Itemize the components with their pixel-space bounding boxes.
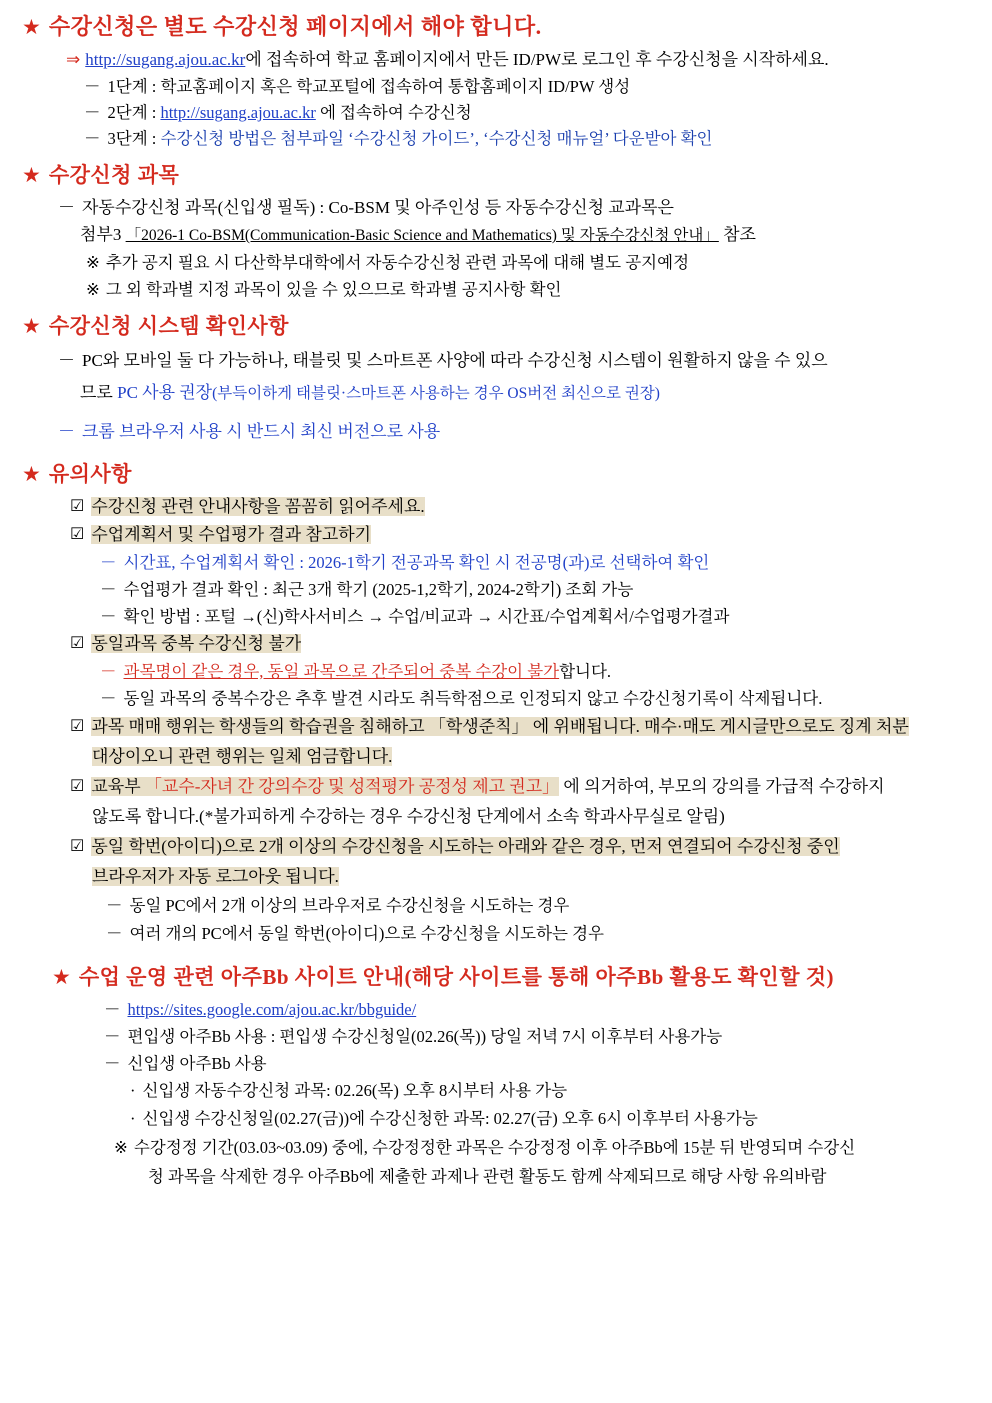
ajoubb-guide-link[interactable]: https://sites.google.com/ajou.ac.kr/bbguide/ [127, 1000, 417, 1019]
sugang-link[interactable]: http://sugang.ajou.ac.kr [85, 50, 246, 69]
duplicate-sub-list [100, 658, 968, 712]
section-course-registration-page [22, 14, 968, 152]
reference-mark-icon: ※ [114, 1138, 128, 1157]
caution-item-read-guide [70, 493, 968, 521]
ajoubb-freshman-sub-list [130, 1077, 968, 1133]
section-heading [22, 461, 968, 487]
ajoubb-freshman-text: 신입생 아주Bb 사용 [127, 1054, 267, 1073]
syllabus-sub-1 [100, 549, 968, 576]
system-check-item-2-text: 크롬 브라우저 사용 시 반드시 최신 버전으로 사용 [82, 422, 441, 441]
caution-item-course-trading [70, 712, 968, 742]
system-check-item-1 [58, 345, 968, 410]
section-system-check [22, 313, 968, 445]
star-icon: ★ [22, 15, 41, 39]
reference-mark-icon: ※ [86, 253, 100, 272]
professor-child-reference: 「교수-자녀 간 강의수강 및 성적평가 공정성 제고 권고」 [144, 777, 560, 796]
step-3 [84, 126, 968, 152]
dash-icon: － [84, 77, 101, 96]
same-id-line1: 동일 학번(아이디)으로 2개 이상의 수강신청을 시도하는 아래와 같은 경우, 먼저 연결되어 수강신청 중인 [91, 837, 840, 856]
auto-registration-text: 자동수강신청 과목(신입생 필독) : Co-BSM 및 아주인성 등 자동수강신청 교과목은 [82, 198, 674, 217]
step-2 [84, 100, 968, 126]
attachment-reference-title: 「2026-1 Co-BSM(Communication-Basic Science and Mathematics) 및 자동수강신청 안내」 [125, 227, 719, 244]
caution-read-guide-text: 수강신청 관련 안내사항을 꼼꼼히 읽어주세요. [91, 497, 425, 516]
dash-icon: － [104, 1000, 121, 1019]
sugang-link-rest: 에 접속하여 학교 홈페이지에서 만든 ID/PW로 로그인 후 수강신청을 시작하세요. [245, 50, 829, 69]
same-id-sub-list [106, 892, 968, 948]
step-1-text: 학교홈페이지 혹은 학교포털에 접속하여 통합홈페이지 ID/PW 생성 [160, 77, 631, 96]
syllabus-sub-2-text: 수업평가 결과 확인 : 최근 3개 학기 (2025-1,2학기, 2024-2학기) 조회 가능 [123, 580, 634, 599]
pc-recommend-prefix: 므로 [80, 383, 118, 402]
pc-recommend-suffix: (부득이하게 태블릿·스마트폰 사용하는 경우 OS버전 최신으로 권장) [212, 385, 660, 402]
dash-icon: － [84, 129, 101, 148]
caution-syllabus-text: 수업계획서 및 수업평가 결과 참고하기 [91, 525, 372, 544]
dash-icon: － [100, 580, 117, 599]
dash-icon: － [100, 553, 117, 572]
professor-child-line2: 않도록 합니다.(*불가피하게 수강하는 경우 수강신청 단계에서 소속 학과사무실로 알림) [92, 807, 725, 826]
same-id-sub-2-text: 여러 개의 PC에서 동일 학번(아이디)으로 수강신청을 시도하는 경우 [129, 924, 604, 943]
step-2-label: 2단계 : [107, 103, 161, 122]
star-icon: ★ [22, 314, 41, 338]
pc-recommend-highlight: PC 사용 권장 [117, 383, 213, 402]
ajoubb-correction-note-line1: 수강정정 기간(03.03~03.09) 중에, 수강정정한 과목은 수강정정 이후 아주Bb에 15분 뒤 반영되며 수강신 [133, 1138, 856, 1157]
dash-icon: － [84, 103, 101, 122]
note-extra-announcement-text: 추가 공지 필요 시 다산학부대학에서 자동수강신청 관련 과목에 대해 별도 공지예정 [105, 253, 690, 272]
ajoubb-freshman-row [104, 1050, 968, 1077]
section-cautions [22, 461, 968, 948]
same-id-sub-2 [106, 920, 968, 948]
dash-icon: － [100, 689, 117, 708]
ajoubb-link-row [104, 996, 968, 1023]
star-icon: ★ [52, 965, 71, 989]
dash-icon: － [100, 662, 117, 681]
step-3-text: 수강신청 방법은 첨부파일 ‘수강신청 가이드’, ‘수강신청 매뉴얼’ 다운받아 확인 [160, 129, 713, 148]
dash-icon: － [106, 924, 123, 943]
section-heading [22, 313, 968, 339]
attachment-suffix: 참조 [718, 225, 756, 244]
checkbox-icon: ☑ [70, 635, 85, 652]
dash-icon: － [58, 351, 75, 370]
system-check-item-1-line1: PC와 모바일 둘 다 가능하나, 태블릿 및 스마트폰 사양에 따라 수강신청 시스템이 원활하지 않을 수 있으 [82, 351, 828, 370]
ajoubb-freshman-sub-2-text: 신입생 수강신청일(02.27(금))에 수강신청한 과목: 02.27(금) 오후 6시 이후부터 사용가능 [142, 1109, 758, 1128]
section-heading-text: 수강신청 과목 [48, 163, 180, 187]
syllabus-sub-3 [100, 603, 968, 630]
ajoubb-transfer-text: 편입생 아주Bb 사용 : 편입생 수강신청일(02.26(목)) 당일 저녁 7시 이후부터 사용가능 [127, 1027, 723, 1046]
section-ajoubb [22, 964, 968, 1191]
same-id-line2-wrap [92, 862, 968, 892]
step-3-label: 3단계 : [107, 129, 161, 148]
step-2-link[interactable]: http://sugang.ajou.ac.kr [160, 103, 316, 122]
checkbox-icon: ☑ [70, 526, 85, 543]
checkbox-icon: ☑ [70, 778, 85, 795]
duplicate-sub-2 [100, 685, 968, 712]
section-heading [22, 162, 968, 188]
dot-icon: · [130, 1081, 136, 1100]
duplicate-sub-2-text: 동일 과목의 중복수강은 추후 발견 시라도 취득학점으로 인정되지 않고 수강신청기록이 삭제됩니다. [123, 689, 823, 708]
dot-icon: · [130, 1109, 136, 1128]
ajoubb-freshman-sub-2 [130, 1105, 968, 1133]
section-heading-text: 유의사항 [48, 462, 132, 486]
ajoubb-transfer-row [104, 1023, 968, 1050]
step-1 [84, 74, 968, 100]
duplicate-sub-1-tail: 합니다. [559, 662, 612, 681]
caution-item-syllabus [70, 521, 968, 549]
ajoubb-correction-note-line2: 청 과목을 삭제한 경우 아주Bb에 제출한 과제나 관련 활동도 함께 삭제되므로 해당 사항 유의바람 [147, 1167, 827, 1186]
attachment-prefix: 첨부3 [80, 225, 126, 244]
note-department-courses [86, 276, 968, 303]
checkbox-icon: ☑ [70, 838, 85, 855]
dash-icon: － [104, 1054, 121, 1073]
section-heading-text: 수업 운영 관련 아주Bb 사이트 안내(해당 사이트를 통해 아주Bb 활용도 확인할 것) [78, 965, 835, 989]
course-trading-line2-wrap [92, 742, 968, 772]
duplicate-sub-1-red: 과목명이 같은 경우, 동일 과목으로 간주되어 중복 수강이 불가 [123, 662, 560, 681]
same-id-sub-1 [106, 892, 968, 920]
course-trading-line1: 과목 매매 행위는 학생들의 학습권을 침해하고 「학생준칙」 에 위배됩니다. 매수·매도 게시글만으로도 징계 처분 [91, 717, 909, 736]
section-heading [22, 14, 968, 40]
dash-icon: － [104, 1027, 121, 1046]
caution-item-duplicate [70, 630, 968, 658]
syllabus-sub-2 [100, 576, 968, 603]
auto-registration-line [58, 194, 968, 249]
dash-icon: － [58, 422, 75, 441]
system-check-item-1-line2 [80, 377, 968, 410]
star-icon: ★ [22, 163, 41, 187]
caution-duplicate-text: 동일과목 중복 수강신청 불가 [91, 634, 302, 653]
star-icon: ★ [22, 462, 41, 486]
syllabus-sub-3-text: 확인 방법 : 포털 →(신)학사서비스 → 수업/비교과 → 시간표/수업계획서/수업평가결과 [123, 607, 730, 626]
professor-child-prefix: 교육부 [91, 777, 145, 796]
professor-child-suffix: 에 의거하여, 부모의 강의를 가급적 수강하지 [559, 777, 885, 796]
caution-item-professor-child [70, 772, 968, 802]
steps-list [84, 74, 968, 152]
section-heading-text: 수강신청은 별도 수강신청 페이지에서 해야 합니다. [48, 14, 542, 39]
note-department-courses-text: 그 외 학과별 지정 과목이 있을 수 있으므로 학과별 공지사항 확인 [105, 280, 562, 299]
ajoubb-freshman-sub-1-text: 신입생 자동수강신청 과목: 02.26(목) 오후 8시부터 사용 가능 [142, 1081, 568, 1100]
dash-icon: － [100, 607, 117, 626]
syllabus-sub-list [100, 549, 968, 630]
reference-mark-icon: ※ [86, 280, 100, 299]
dash-icon: － [106, 896, 123, 915]
system-check-item-2 [58, 418, 968, 445]
same-id-sub-1-text: 동일 PC에서 2개 이상의 브라우저로 수강신청을 시도하는 경우 [129, 896, 570, 915]
section-registration-courses [22, 162, 968, 303]
attachment-reference-line [80, 221, 968, 249]
section-heading-text: 수강신청 시스템 확인사항 [48, 314, 289, 338]
checkbox-icon: ☑ [70, 498, 85, 515]
checkbox-icon: ☑ [70, 718, 85, 735]
syllabus-sub-1-text: 시간표, 수업계획서 확인 : 2026-1학기 전공과목 확인 시 전공명(과)로 선택하여 확인 [123, 553, 710, 572]
step-2-text: 에 접속하여 수강신청 [315, 103, 472, 122]
ajoubb-correction-note [114, 1133, 968, 1191]
same-id-line2: 브라우저가 자동 로그아웃 됩니다. [92, 867, 339, 886]
arrow-icon: ⇒ [66, 50, 81, 69]
ajoubb-freshman-sub-1 [130, 1077, 968, 1105]
dash-icon: － [58, 198, 75, 217]
section-heading [52, 964, 968, 990]
note-extra-announcement [86, 249, 968, 276]
duplicate-sub-1 [100, 658, 968, 685]
step-1-label: 1단계 : [107, 77, 161, 96]
course-trading-line2: 대상이오니 관련 행위는 일체 엄금합니다. [92, 747, 393, 766]
registration-url-line [66, 46, 968, 74]
ajoubb-list [104, 996, 968, 1077]
caution-item-same-id [70, 832, 968, 862]
